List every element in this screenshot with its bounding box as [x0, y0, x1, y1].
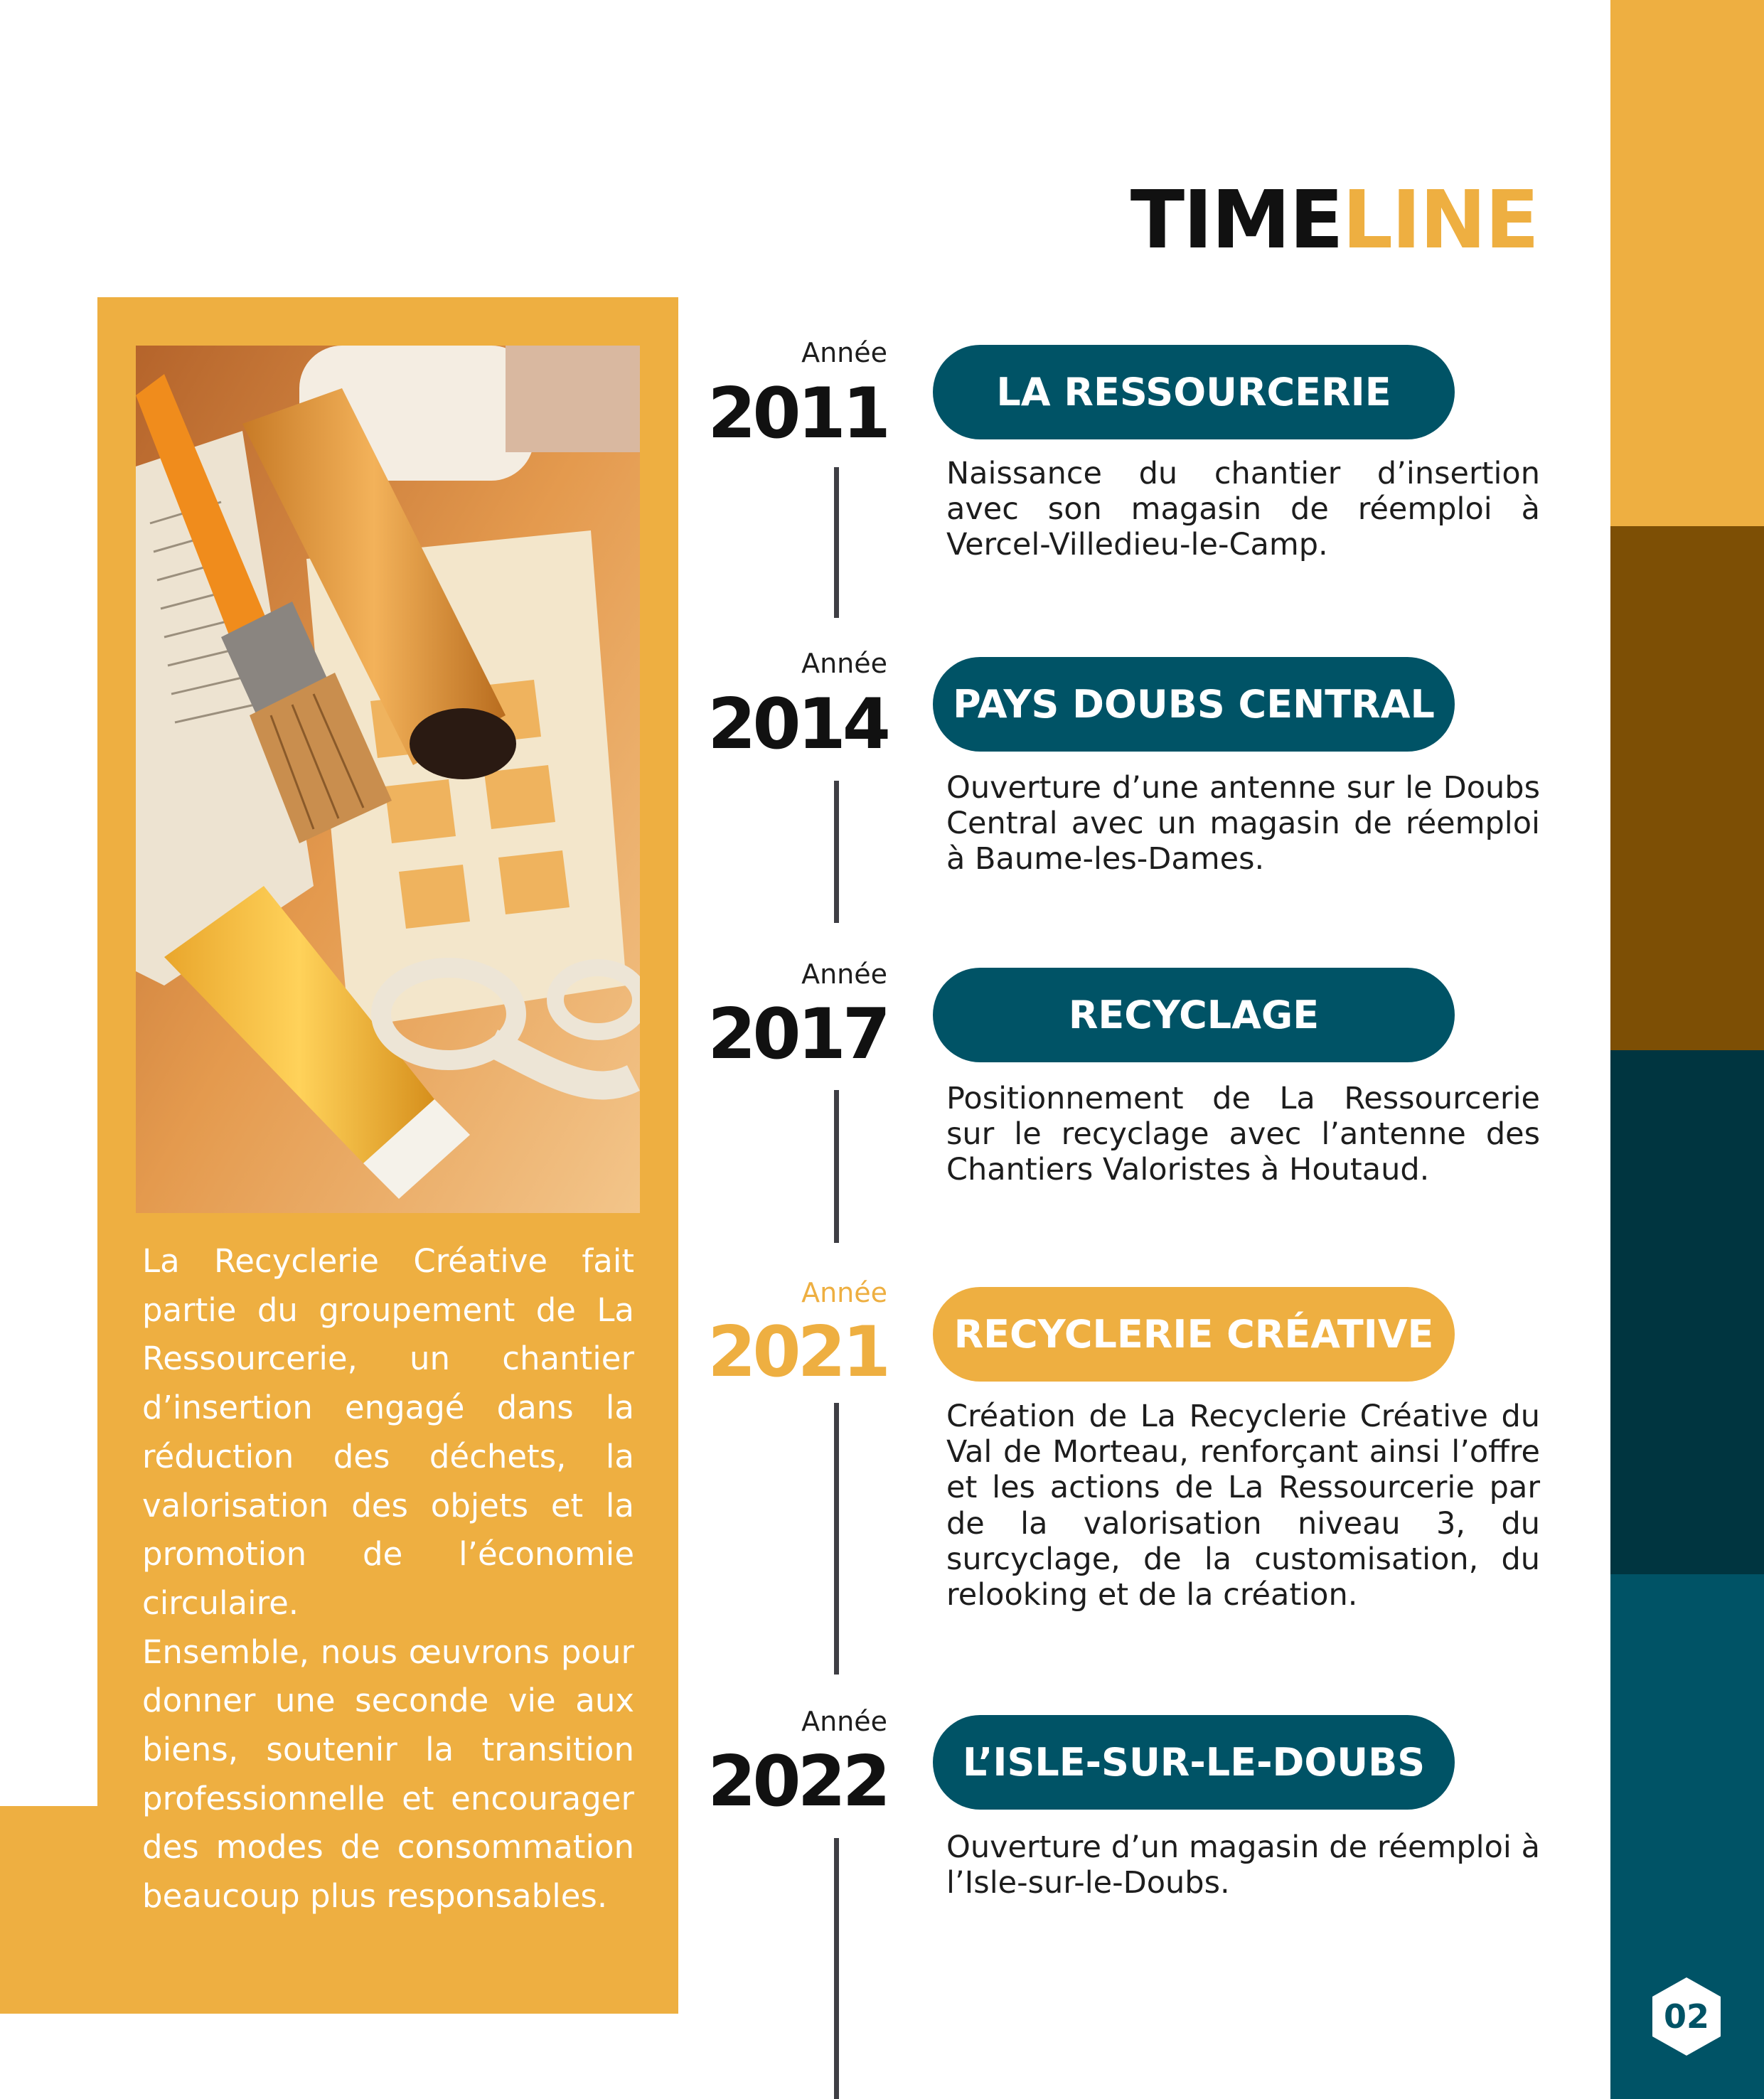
- timeline-connector: [834, 781, 839, 923]
- timeline-connector: [834, 467, 839, 618]
- timeline-year: 2022: [707, 1741, 887, 1822]
- paint-tools-photo: [136, 346, 640, 1213]
- page-number-badge: [1645, 1975, 1728, 2058]
- title-part-dark: TIME: [1130, 174, 1342, 267]
- timeline-year-label: Année: [801, 337, 887, 368]
- timeline-connector: [834, 1090, 839, 1243]
- timeline-connector: [834, 1838, 839, 2099]
- timeline-connector: [834, 1403, 839, 1675]
- timeline-title-pill: RECYCLERIE CRÉATIVE: [933, 1287, 1455, 1382]
- timeline-description: Ouverture d’un magasin de réemploi à l’Isle-sur-le-Doubs.: [946, 1830, 1540, 1901]
- color-band-brown: [1610, 526, 1764, 1050]
- timeline-year-label: Année: [801, 1277, 887, 1308]
- page-title: [1130, 174, 1538, 267]
- timeline-description: Positionnement de La Ressourcerie sur le recyclage avec l’antenne des Chantiers Valoristes à Houtaud.: [946, 1081, 1540, 1188]
- intro-paragraph-2: Ensemble, nous œuvrons pour donner une seconde vie aux biens, soutenir la transition professionnelle et encourager des modes de consommation beaucoup plus responsables.: [142, 1633, 634, 1916]
- timeline-title-pill: LA RESSOURCERIE: [933, 345, 1455, 439]
- timeline-description: Naissance du chantier d’insertion avec son magasin de réemploi à Vercel-Villedieu-le-Camp.: [946, 456, 1540, 563]
- intro-text: [142, 1237, 634, 1921]
- timeline-title-pill: PAYS DOUBS CENTRAL: [933, 657, 1455, 752]
- timeline-year: 2021: [707, 1312, 887, 1393]
- timeline-year: 2014: [707, 684, 887, 765]
- timeline-title-pill: L’ISLE-SUR-LE-DOUBS: [933, 1715, 1455, 1810]
- timeline-title-pill: RECYCLAGE: [933, 968, 1455, 1062]
- timeline-year-label: Année: [801, 1706, 887, 1737]
- title-part-accent: LINE: [1342, 174, 1538, 267]
- timeline-description: Ouverture d’une antenne sur le Doubs Central avec un magasin de réemploi à Baume-les-Dames.: [946, 770, 1540, 877]
- timeline-year-label: Année: [801, 648, 887, 679]
- color-band-yellow: [1610, 0, 1764, 526]
- timeline-description: Création de La Recyclerie Créative du Val de Morteau, renforçant ainsi l’offre et les actions de La Ressourcerie par de la valorisation niveau 3, du surcyclage, de la customisation, du relooking et de la création.: [946, 1399, 1540, 1613]
- timeline-year-label: Année: [801, 958, 887, 990]
- page-number: 02: [1663, 1997, 1709, 2036]
- timeline-year: 2011: [707, 373, 887, 454]
- intro-paragraph-1: La Recyclerie Créative fait partie du groupement de La Ressourcerie, un chantier d’insertion engagé dans la réduction des déchets, la valorisation des objets et la promotion de l’économie circulaire.: [142, 1242, 634, 1622]
- intro-panel-tab: [0, 1806, 107, 2014]
- color-band-dark-teal: [1610, 1050, 1764, 1574]
- timeline-year: 2017: [707, 994, 887, 1075]
